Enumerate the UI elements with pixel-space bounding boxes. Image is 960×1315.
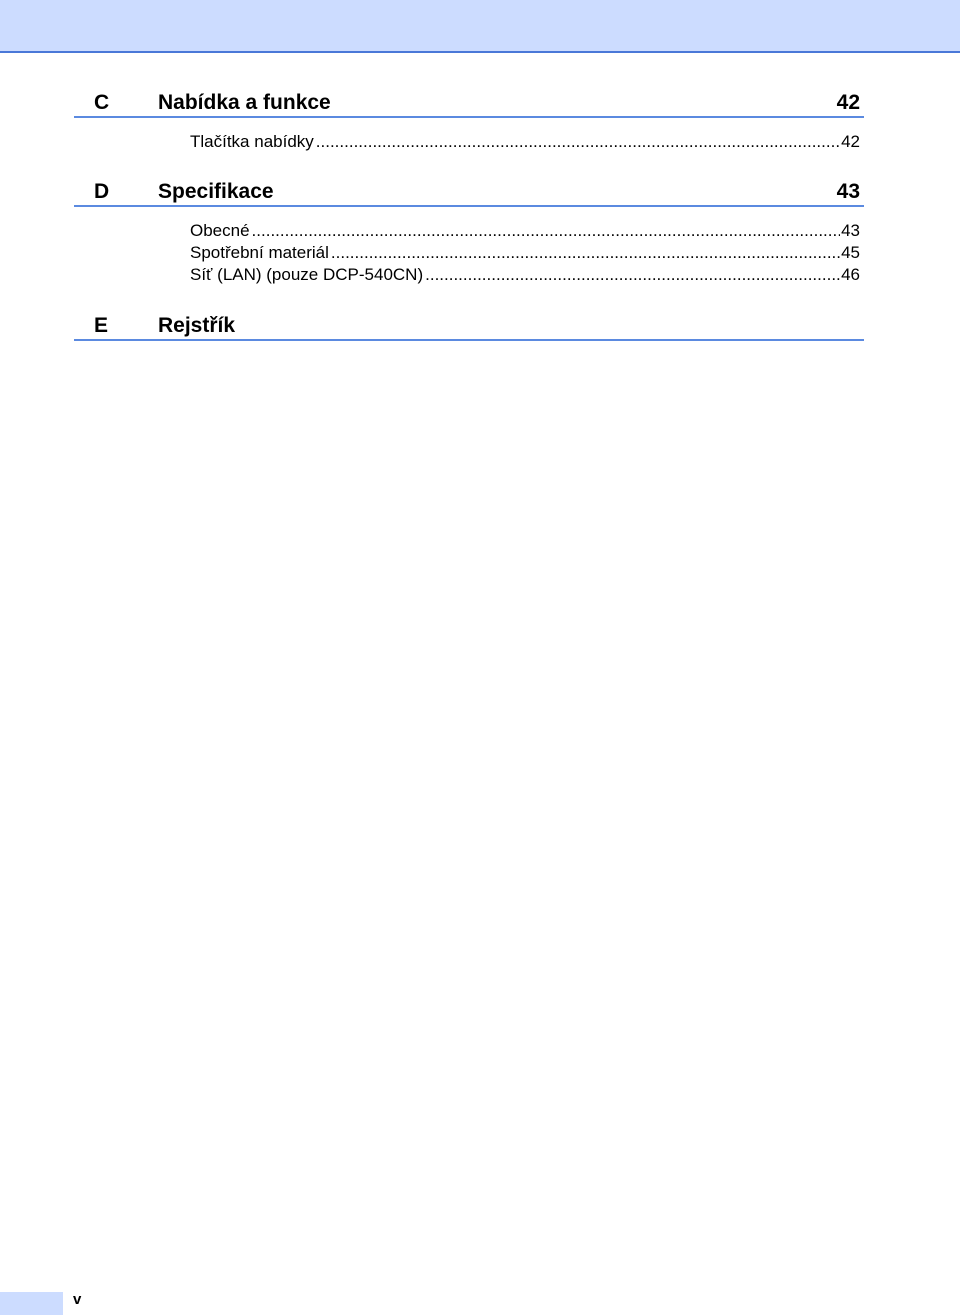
toc-chapter-d xyxy=(74,179,864,207)
entry-page: 46 xyxy=(841,265,860,284)
chapter-page: 43 xyxy=(836,180,860,203)
dot-leader xyxy=(331,242,840,264)
toc-chapter-c xyxy=(74,90,864,118)
footer-band xyxy=(0,1292,63,1315)
entry-label: Obecné xyxy=(190,221,250,240)
chapter-letter: E xyxy=(94,314,109,337)
chapter-title: Nabídka a funkce xyxy=(158,91,331,114)
toc-entry[interactable] xyxy=(190,242,860,264)
chapter-letter: C xyxy=(94,91,110,114)
entry-page: 43 xyxy=(841,221,860,240)
chapter-letter: D xyxy=(94,180,110,203)
dot-leader xyxy=(425,264,840,286)
chapter-page: 42 xyxy=(836,91,860,114)
header-band xyxy=(0,0,960,53)
toc-entry[interactable] xyxy=(190,264,860,286)
entry-label: Síť (LAN) (pouze DCP-540CN) xyxy=(190,265,424,284)
toc-entry[interactable] xyxy=(190,131,860,153)
chapter-title: Specifikace xyxy=(158,180,274,203)
page-number: v xyxy=(73,1291,82,1308)
dot-leader xyxy=(252,220,841,242)
chapter-title: Rejstřík xyxy=(158,314,236,337)
entry-label: Tlačítka nabídky xyxy=(190,132,314,151)
toc-entry[interactable] xyxy=(190,220,860,242)
dot-leader xyxy=(316,131,840,153)
entry-page: 42 xyxy=(841,132,860,151)
entry-page: 45 xyxy=(841,243,860,262)
entry-label: Spotřební materiál xyxy=(190,243,329,262)
toc-chapter-e xyxy=(74,313,864,341)
